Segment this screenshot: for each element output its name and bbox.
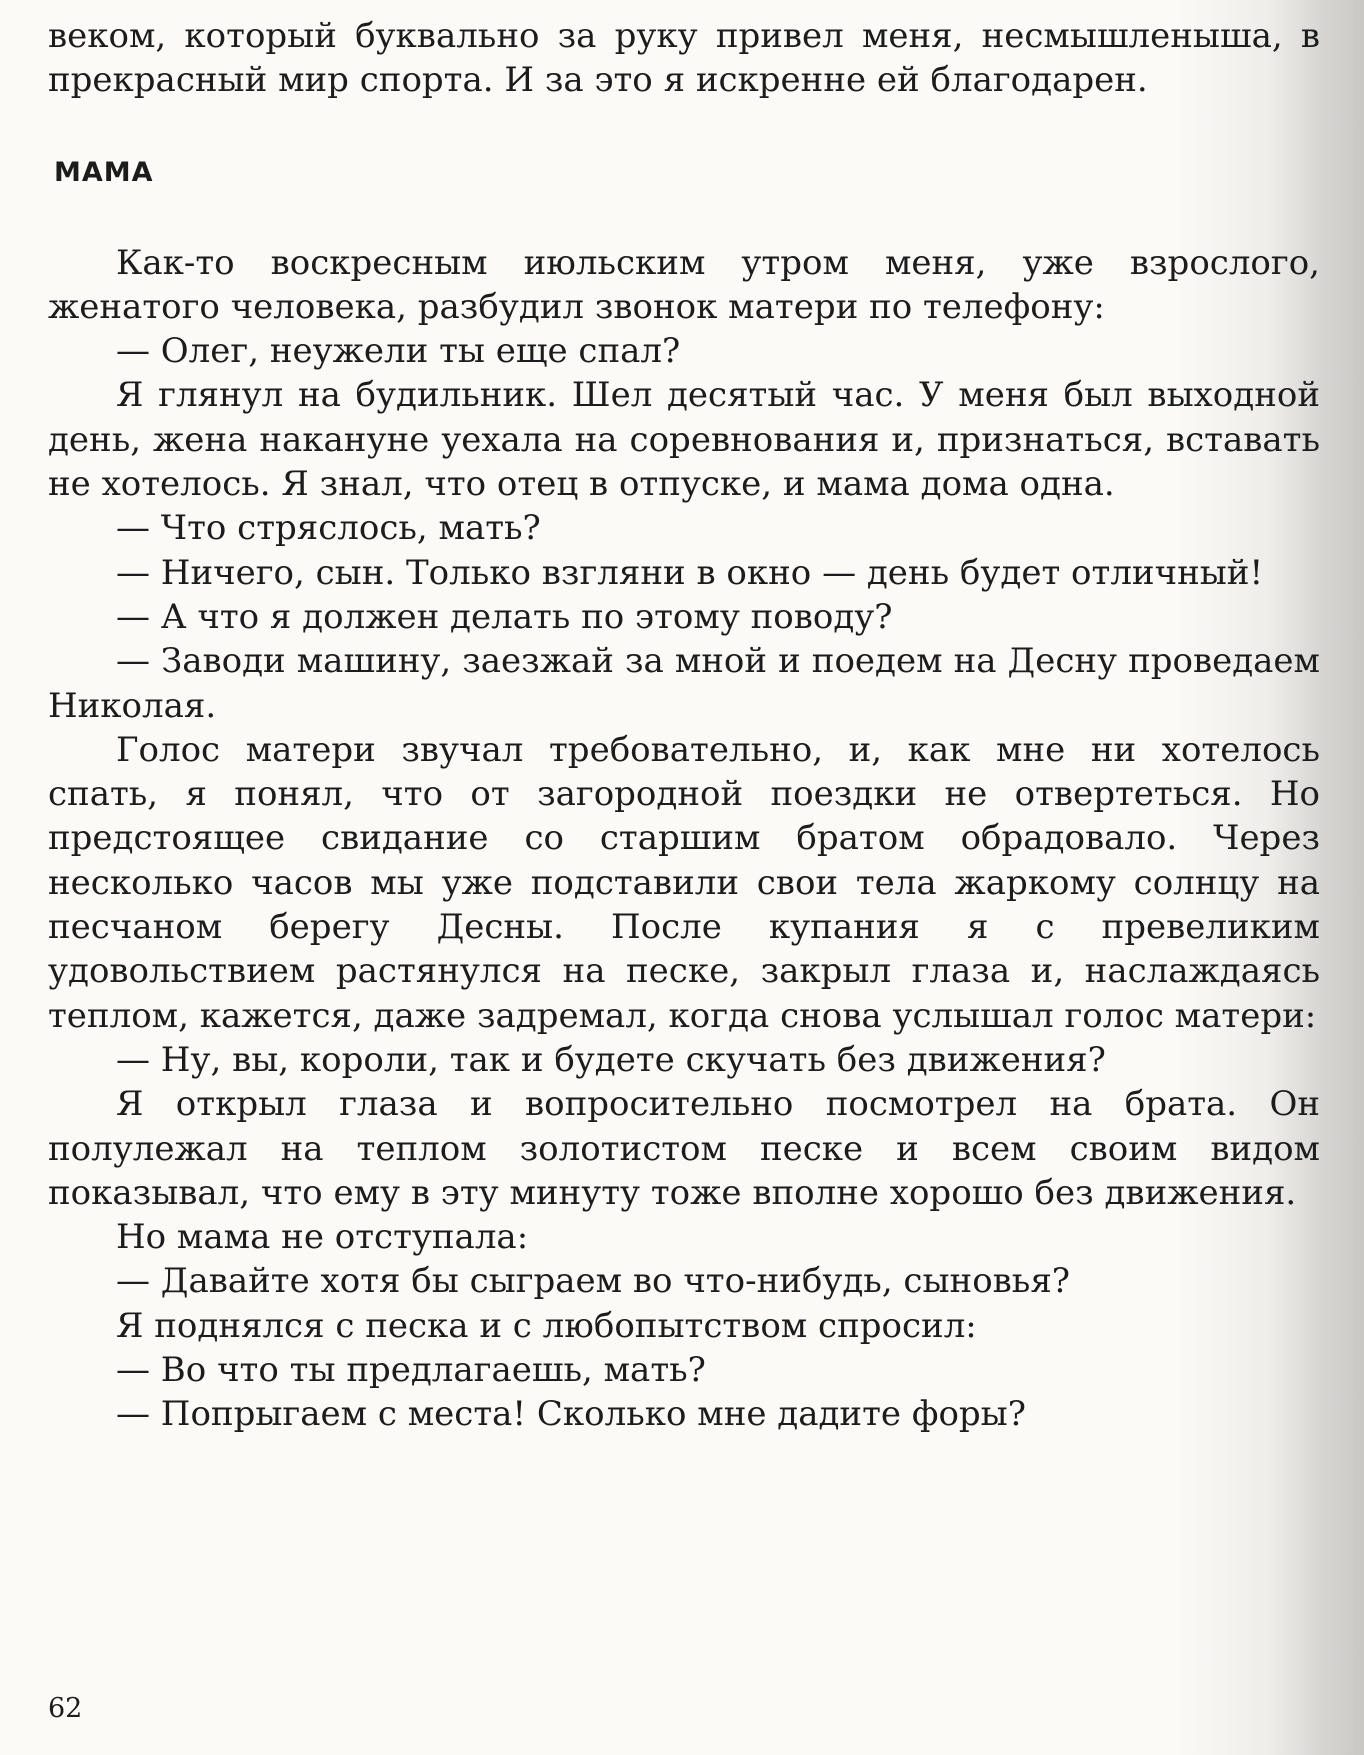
- dialogue-line: — Во что ты предлагаешь, мать?: [116, 1350, 706, 1391]
- paragraph: Но мама не отступала:: [116, 1217, 529, 1258]
- paragraph: Голос матери звучал требовательно, и, как мне ни хотелось спать, я понял, что от загородной поездки не отвертеться. Но предстоящее свидание со старшим братом обрадовало. Через несколько часов мы уже подставили свои тела жаркому солнцу на песчаном берегу Десны. После купания я с превеликим удовольствием растянулся на песке, закрыл глаза и, наслаждаясь теплом, кажется, даже задремал, когда снова услышал голос матери:: [48, 729, 1320, 1036]
- page-number: 62: [48, 1693, 83, 1724]
- paragraph: Как-то воскресным июльским утром меня, уже взрослого, женатого человека, разбудил звонок матери по телефону:: [48, 242, 1320, 327]
- section-title: МАМА: [54, 156, 154, 188]
- dialogue-line: — Олег, неужели ты еще спал?: [116, 331, 681, 372]
- intro-paragraph: веком, который буквально за руку привел меня, несмышленыша, в прекрасный мир спорта. И за это я искренне ей благодарен.: [48, 16, 1320, 101]
- dialogue-line: — Что стряслось, мать?: [116, 508, 541, 549]
- dialogue-line: — Попрыгаем с места! Сколько мне дадите форы?: [116, 1394, 1026, 1435]
- dialogue-line: — Ну, вы, короли, так и будете скучать без движения?: [116, 1039, 1106, 1080]
- text-column: [48, 14, 1320, 1437]
- dialogue-line: — А что я должен делать по этому поводу?: [116, 596, 893, 637]
- dialogue-line: — Ничего, сын. Только взгляни в окно — день будет отличный!: [116, 552, 1264, 593]
- dialogue-line: — Заводи машину, заезжай за мной и поедем на Десну проведаем Николая.: [48, 641, 1320, 726]
- paragraph: Я открыл глаза и вопросительно посмотрел на брата. Он полулежал на теплом золотистом песке и всем своим видом показывал, что ему в эту минуту тоже вполне хорошо без движения.: [48, 1084, 1320, 1213]
- paragraph: Я глянул на будильник. Шел десятый час. У меня был выходной день, жена накануне уехала на соревнования и, признаться, вставать не хотелось. Я знал, что отец в отпуске, и мама дома одна.: [48, 375, 1320, 505]
- paragraph: Я поднялся с песка и с любопытством спросил:: [116, 1305, 977, 1346]
- dialogue-line: — Давайте хотя бы сыграем во что-нибудь, сыновья?: [116, 1261, 1070, 1302]
